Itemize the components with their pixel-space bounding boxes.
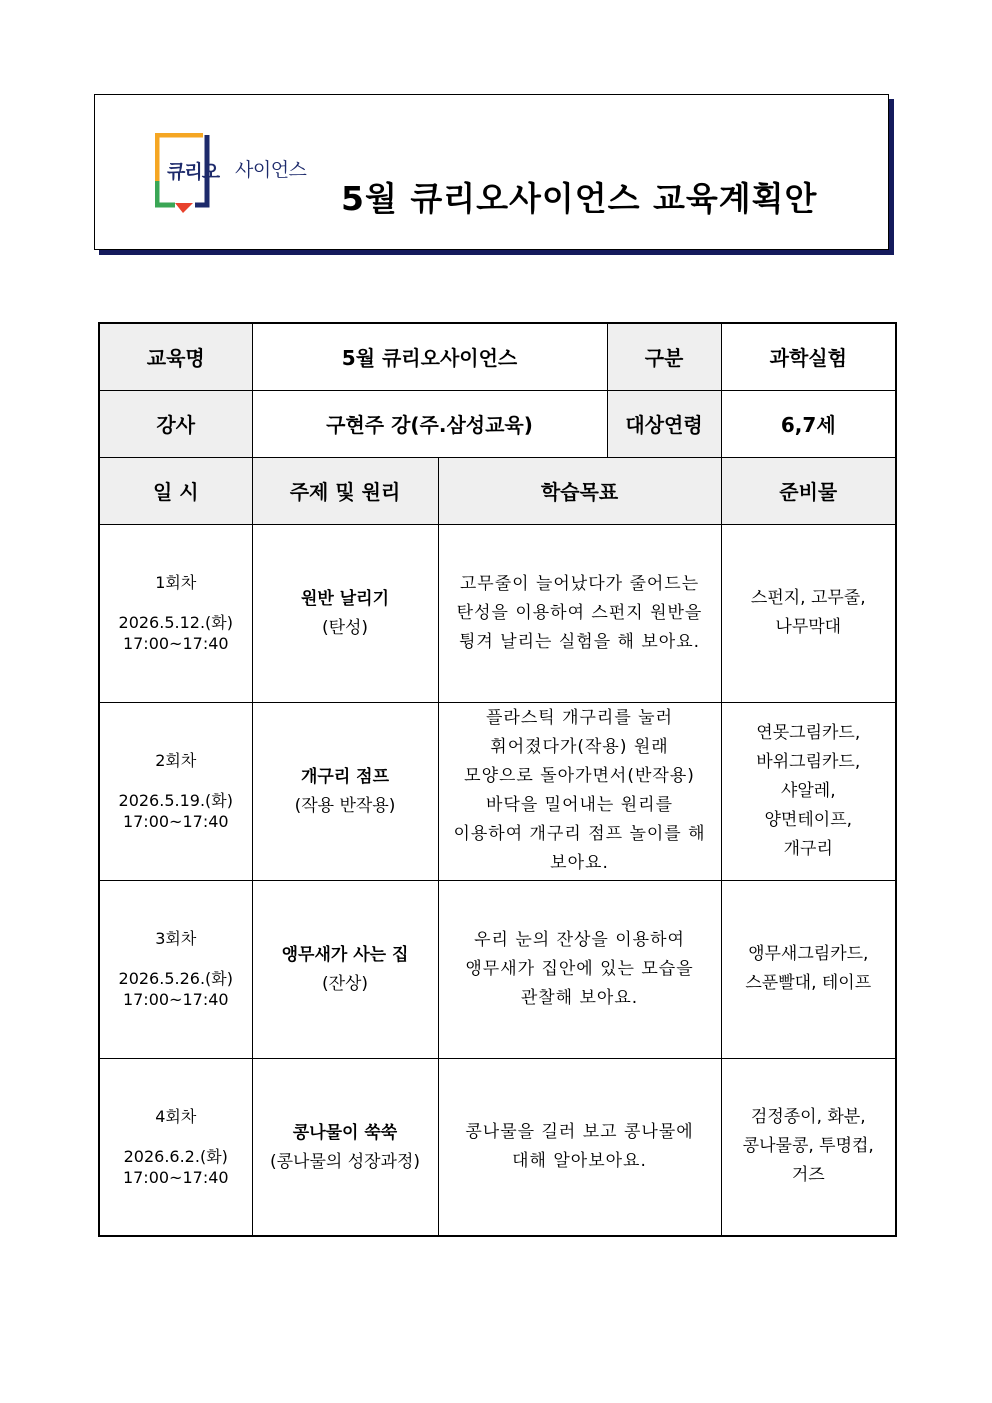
session-round: 2회차 (155, 751, 197, 770)
title-box (94, 94, 889, 250)
session-datetime (99, 702, 252, 880)
session-topic (252, 702, 438, 880)
topic-principle: (작용 반작용) (294, 796, 396, 816)
session-date: 2026.5.26.(화) (118, 969, 233, 988)
category-label: 구분 (607, 323, 721, 390)
session-materials: 검정종이, 화분, 콩나물콩, 투명컵, 거즈 (721, 1058, 896, 1236)
course-row (99, 323, 896, 390)
session-date: 2026.6.2.(화) (123, 1146, 228, 1166)
session-row (99, 524, 896, 702)
session-datetime (99, 1058, 252, 1236)
logo-text-science: 사이언스 (235, 159, 307, 181)
topic-principle: (잔상) (321, 974, 369, 994)
topic-title: 앵무새가 사는 집 (281, 945, 409, 965)
topic-title: 콩나물이 쑥쑥 (292, 1122, 398, 1143)
session-topic (252, 880, 438, 1058)
session-goal: 콩나물을 길러 보고 콩나물에 대해 알아보아요. (438, 1058, 721, 1236)
column-header-topic: 주제 및 원리 (252, 457, 438, 524)
topic-title: 개구리 점프 (300, 767, 390, 787)
column-header-row (99, 457, 896, 524)
session-topic (252, 524, 438, 702)
logo-text-curio: 큐리오 (167, 161, 220, 183)
session-date: 2026.5.19.(화) (118, 791, 233, 810)
instructor-row (99, 390, 896, 457)
session-time: 17:00~17:40 (122, 812, 229, 831)
session-date: 2026.5.12.(화) (118, 613, 233, 632)
column-header-materials: 준비물 (721, 457, 896, 524)
age-label: 대상연령 (607, 390, 721, 457)
session-round: 1회차 (155, 573, 197, 592)
session-row (99, 880, 896, 1058)
session-datetime (99, 880, 252, 1058)
session-goal: 고무줄이 늘어났다가 줄어드는 탄성을 이용하여 스펀지 원반을 튕겨 날리는 실험을 해 보아요. (438, 524, 721, 702)
instructor-label: 강사 (99, 390, 252, 457)
session-time: 17:00~17:40 (122, 634, 229, 653)
course-label: 교육명 (99, 323, 252, 390)
session-topic (252, 1058, 438, 1236)
session-time: 17:00~17:40 (122, 990, 229, 1009)
session-round: 3회차 (155, 929, 197, 948)
category-value: 과학실험 (721, 323, 896, 390)
session-round: 4회차 (155, 1106, 197, 1126)
session-materials: 앵무새그림카드, 스푼빨대, 테이프 (721, 880, 896, 1058)
column-header-datetime: 일 시 (99, 457, 252, 524)
topic-principle: (탄성) (321, 618, 369, 638)
session-goal: 우리 눈의 잔상을 이용하여 앵무새가 집안에 있는 모습을 관찰해 보아요. (438, 880, 721, 1058)
session-datetime (99, 524, 252, 702)
topic-title: 원반 날리기 (300, 589, 390, 609)
instructor-value: 구현주 강(주.삼성교육) (252, 390, 607, 457)
topic-principle: (콩나물의 성장과정) (269, 1151, 421, 1172)
document-title: 5월 큐리오사이언스 교육계획안 (341, 179, 818, 218)
age-value: 6,7세 (721, 390, 896, 457)
session-goal: 플라스틱 개구리를 눌러 휘어졌다가(작용) 원래 모양으로 돌아가면서(반작용) 바닥을 밀어내는 원리를 이용하여 개구리 점프 놀이를 해 보아요. (438, 702, 721, 880)
session-row (99, 1058, 896, 1236)
course-value: 5월 큐리오사이언스 (252, 323, 607, 390)
session-materials: 연못그림카드, 바위그림카드, 샤알레, 양면테이프, 개구리 (721, 702, 896, 880)
session-time: 17:00~17:40 (122, 1167, 229, 1187)
column-header-goal: 학습목표 (438, 457, 721, 524)
session-row (99, 702, 896, 880)
session-materials: 스펀지, 고무줄, 나무막대 (721, 524, 896, 702)
education-plan-table (98, 322, 897, 1237)
curio-science-logo (155, 133, 335, 213)
